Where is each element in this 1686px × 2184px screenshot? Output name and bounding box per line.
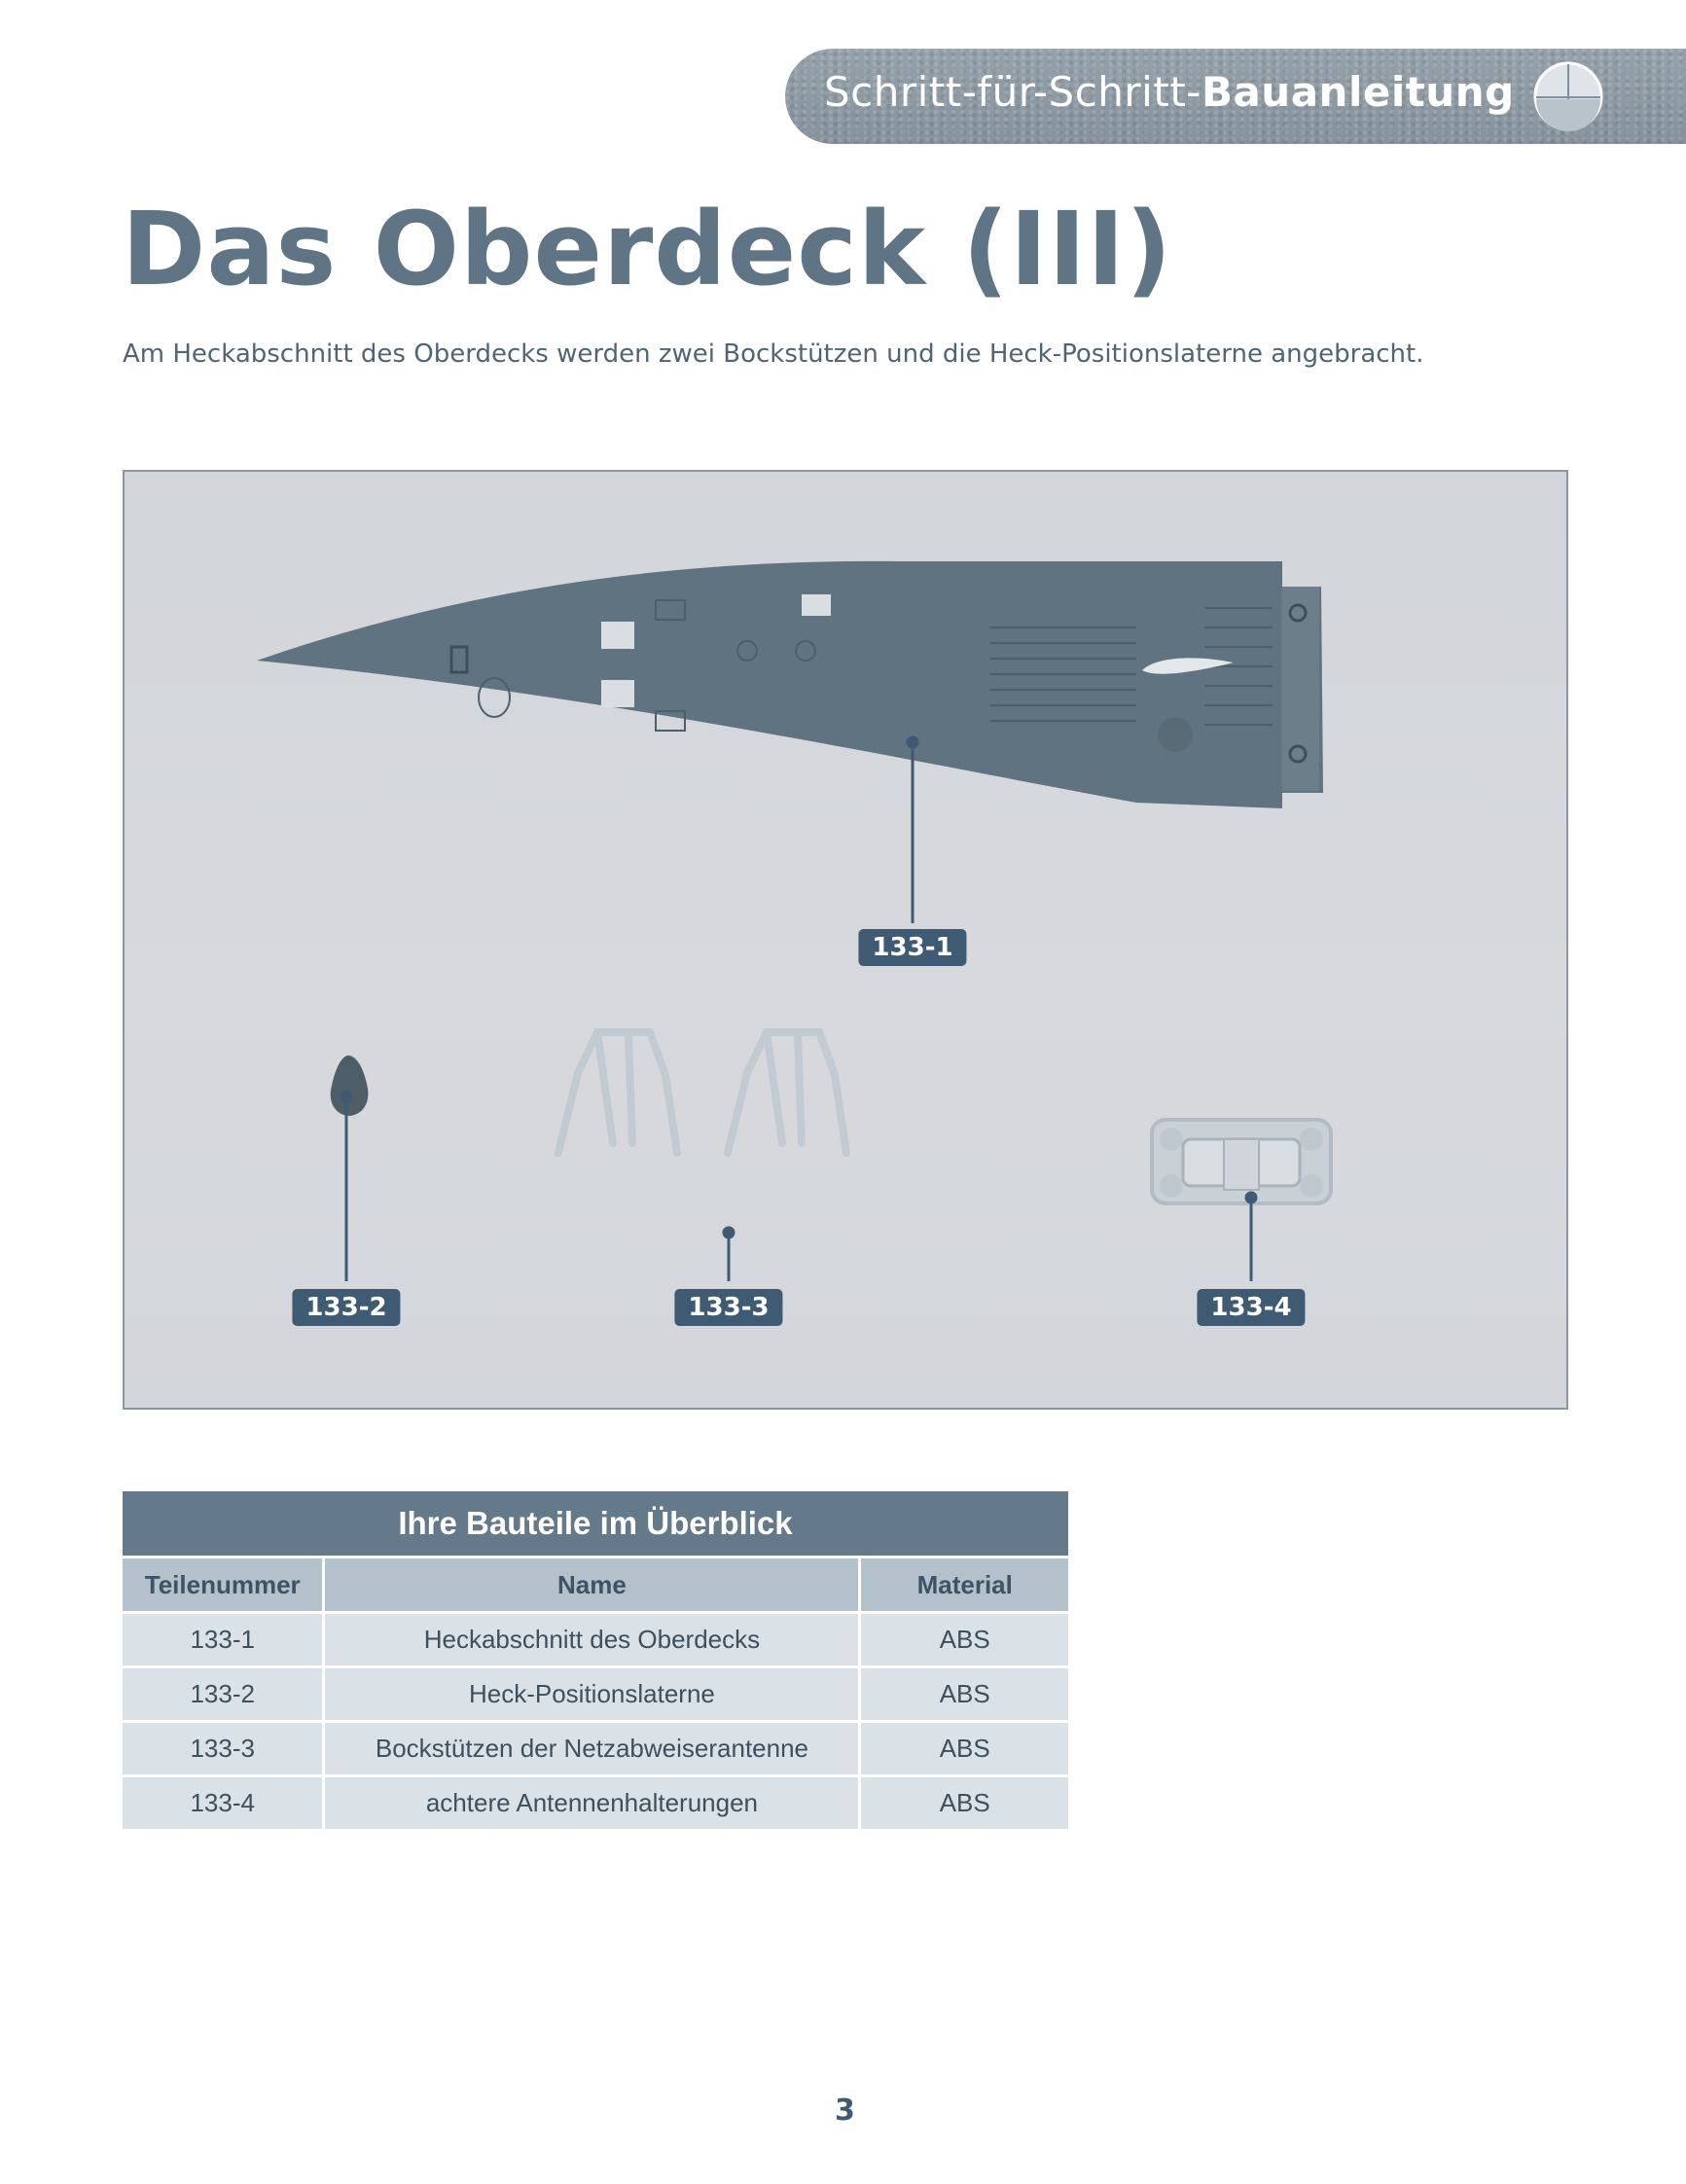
cell-part-number: 133-3 xyxy=(123,1722,324,1776)
intro-text: Am Heckabschnitt des Oberdecks werden zwei Bockstützen und die Heck-Positionslaterne angebracht. xyxy=(123,340,1424,369)
deck-opening xyxy=(601,622,634,649)
cell-part-number: 133-1 xyxy=(123,1613,324,1667)
cell-name: Heckabschnitt des Oberdecks xyxy=(324,1613,860,1667)
header-banner xyxy=(785,49,1686,144)
cell-name: Heck-Positionslaterne xyxy=(324,1667,860,1722)
cell-material: ABS xyxy=(860,1722,1068,1776)
part-label-133-3: 133-3 xyxy=(674,1289,782,1326)
parts-table xyxy=(123,1491,1068,1832)
table-row xyxy=(123,1613,1068,1667)
column-header-material: Material xyxy=(860,1557,1068,1613)
cell-material: ABS xyxy=(860,1776,1068,1831)
deck-section-part xyxy=(257,561,1323,808)
table-row xyxy=(123,1722,1068,1776)
cell-name: Bockstützen der Netzabweiserantenne xyxy=(324,1722,860,1776)
part-label-133-1: 133-1 xyxy=(858,929,966,966)
part-label-133-2: 133-2 xyxy=(292,1289,400,1326)
deck-opening xyxy=(601,680,634,707)
parts-photo xyxy=(123,470,1568,1410)
page-number: 3 xyxy=(835,2094,855,2128)
column-header-name: Name xyxy=(324,1557,860,1613)
parts-illustration xyxy=(125,472,1568,1410)
part-label-133-4: 133-4 xyxy=(1197,1289,1305,1326)
table-row xyxy=(123,1667,1068,1722)
deck-opening xyxy=(802,594,831,616)
porthole-icon xyxy=(1532,60,1604,132)
series-title xyxy=(824,68,1515,116)
cell-material: ABS xyxy=(860,1667,1068,1722)
series-title-regular: Schritt-für-Schritt- xyxy=(824,68,1202,116)
cell-part-number: 133-4 xyxy=(123,1776,324,1831)
lantern-part xyxy=(331,1056,369,1116)
antenna-holder-part xyxy=(1152,1120,1331,1203)
page-title: Das Oberdeck (III) xyxy=(122,190,1173,308)
cell-name: achtere Antennenhalterungen xyxy=(324,1776,860,1831)
bracket-part xyxy=(728,1032,846,1153)
table-caption: Ihre Bauteile im Überblick xyxy=(123,1491,1068,1557)
bracket-part xyxy=(558,1032,677,1153)
leader-lines xyxy=(341,737,1256,1281)
series-title-bold: Bauanleitung xyxy=(1201,68,1515,116)
cell-part-number: 133-2 xyxy=(123,1667,324,1722)
cell-material: ABS xyxy=(860,1613,1068,1667)
table-row xyxy=(123,1776,1068,1831)
column-header-part-number: Teilenummer xyxy=(123,1557,324,1613)
